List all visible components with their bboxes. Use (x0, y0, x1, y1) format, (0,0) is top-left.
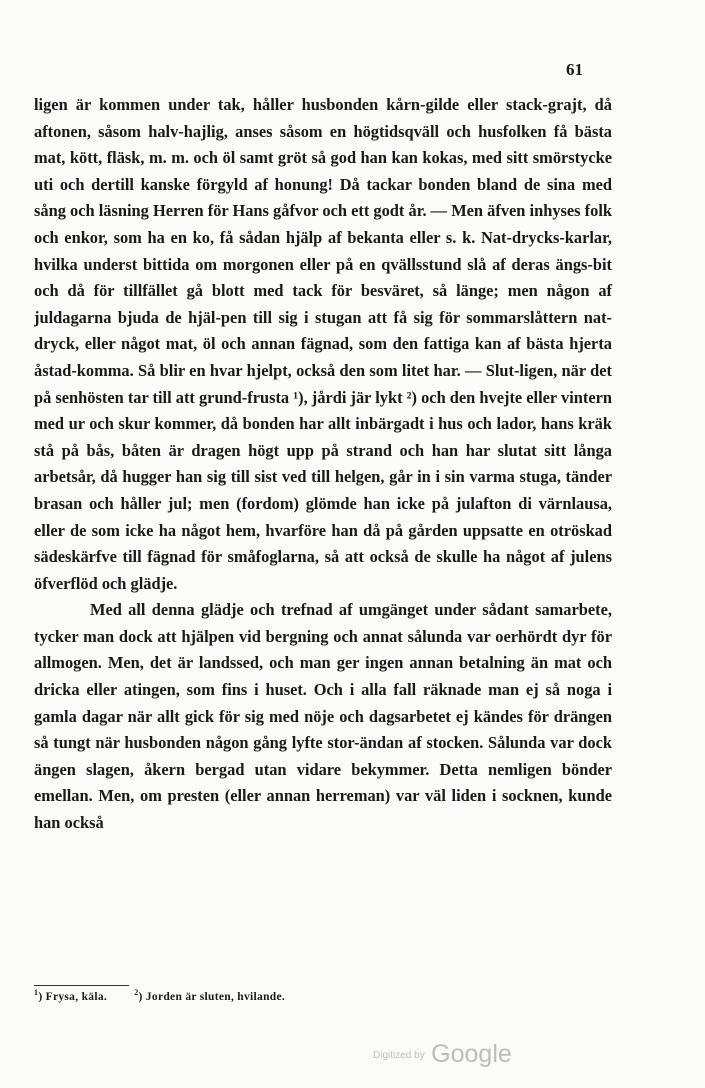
footnote-text: Jorden är sluten, hvilande. (145, 990, 286, 1003)
page-number: 61 (566, 60, 583, 79)
footnote-divider (34, 985, 129, 986)
footnote-2: $^2$) Jorden är sluten, hvilande. (134, 988, 286, 1003)
footnote-marker: 2 (134, 988, 139, 997)
footnote-text: Frysa, käla. (45, 990, 108, 1003)
watermark-prefix: Digitized by (373, 1050, 425, 1061)
footnote-1: $^1$) Frysa, käla. (34, 988, 108, 1003)
body-text (34, 92, 612, 837)
paragraph-1: ligen är kommen under tak, håller husbonden kårn-gilde eller stack-grajt, då aftonen, såsom halv-hajlig, anses såsom en högtidsqväll och husfolken få bästa mat, kött, fläsk, m. m. och öl samt gröt så god han kan kokas, med sitt smörstycke uti och dertill kanske förgyld af honung! Då tackar bonden bland de sina med sång och läsning Herren för Hans gåfvor och ett godt år. — Men äfven inhyses folk och enkor, som ha en ko, få sådan hjälp af bekanta eller s. k. Nat-drycks-karlar, hvilka underst bittida om morgonen eller på en qvällsstund slå af deras ängs-bit och då för tillfället gå blott med tack för besväret, så länge; men någon af juldagarna bjuda de hjäl-pen till sig i stugan att få sig för sommarslåttern nat-dryck, eller något mat, öl och annan fägnad, som den fattiga kan af bästa hjerta åstad-komma. Så blir en hvar hjelpt, också den som litet har. — Slut-ligen, när det på senhösten tar till att grund-frusta ¹), jårdi jär lykt ²) och den hvejte eller vintern med ur och skur kommer, då bonden har allt inbärgadt i hus och lador, hans kräk stå på bås, båten är dragen högt upp på strand och han har slutat sitt långa arbetsår, då hugger han sig till sist ved till helgen, går in i sin varma stuga, tänder brasan och håller jul; men (fordom) glömde han icke på julafton di värnlausa, eller de som icke ha något hem, hvarföre han då på gården uppsatte en otröskad sädeskärfve till fägnad för småfoglarna, så att också de skulle ha något af julens öfverflöd och glädje. (34, 95, 612, 593)
paragraph-2: Med all denna glädje och trefnad af umgänget under sådant samarbete, tycker man dock att hjälpen vid bergning och annat sålunda var oerhördt dyr för allmogen. Men, det är landssed, och man ger ingen annan betalning än mat och dricka eller atingen, som fins i huset. Och i alla fall räknade man ej så noga i gamla dagar när allt gick för sig med nöje och dagsarbetet ej kändes för drängen så tungt när husbonden någon gång lyfte stor-ändan af stocken. Sålunda var dock ängen slagen, åkern bergad utan vidare bekymmer. Detta nemligen bönder emellan. Men, om presten (eller annan herreman) var väl liden i socknen, kunde han också (34, 600, 612, 833)
google-logo: Google (431, 1040, 512, 1068)
footnotes (34, 988, 612, 1003)
footnote-marker: 1 (34, 988, 39, 997)
digitized-watermark (373, 1040, 512, 1069)
